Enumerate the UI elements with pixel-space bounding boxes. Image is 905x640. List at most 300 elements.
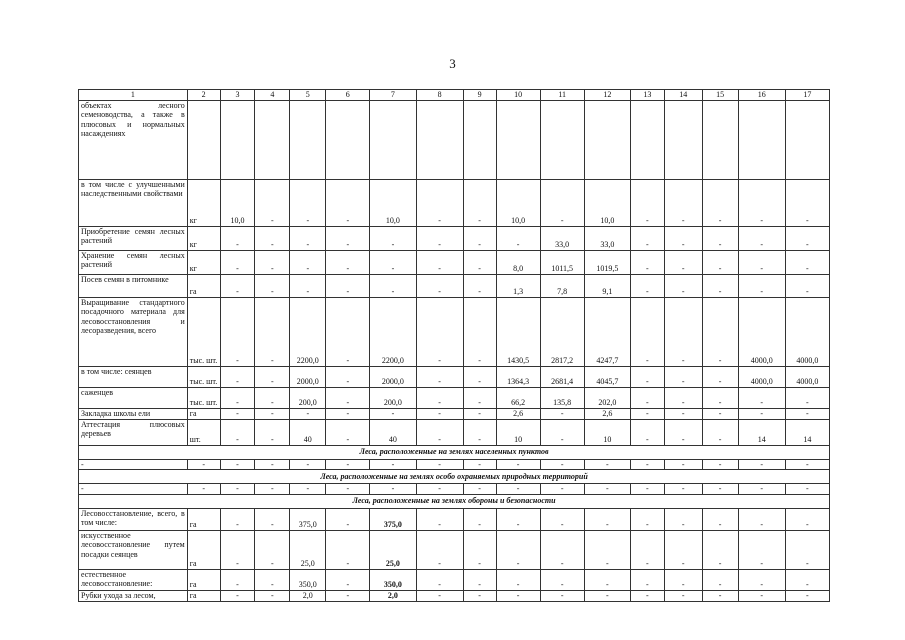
value-cell: - xyxy=(785,530,829,569)
value-cell: 2817,2 xyxy=(540,297,584,366)
column-number: 6 xyxy=(326,90,370,101)
value-cell: - xyxy=(630,508,664,530)
table-row xyxy=(79,226,830,250)
value-cell: - xyxy=(785,250,829,274)
value-cell: - xyxy=(220,408,255,419)
value-cell: - xyxy=(416,250,463,274)
column-number: 12 xyxy=(584,90,630,101)
value-cell: - xyxy=(702,297,738,366)
value-cell: - xyxy=(630,226,664,250)
value-cell: - xyxy=(540,530,584,569)
value-cell: - xyxy=(220,459,255,470)
section-heading: Леса, расположенные на землях особо охраняемых природных территорий xyxy=(79,470,830,484)
table-row xyxy=(79,419,830,445)
value-cell: - xyxy=(630,484,664,495)
value-cell: - xyxy=(540,179,584,226)
value-cell: - xyxy=(416,408,463,419)
value-cell: 2,6 xyxy=(496,408,540,419)
value-cell: - xyxy=(664,274,702,297)
table-row xyxy=(79,250,830,274)
value-cell: - xyxy=(463,387,496,408)
value-cell: 2,0 xyxy=(290,590,326,601)
value-cell: 8,0 xyxy=(496,250,540,274)
value-cell: - xyxy=(326,408,370,419)
value-cell: - xyxy=(664,508,702,530)
value-cell: - xyxy=(220,274,255,297)
value-cell: - xyxy=(785,408,829,419)
section-heading-row xyxy=(79,445,830,459)
value-cell: - xyxy=(463,179,496,226)
value-cell: 375,0 xyxy=(290,508,326,530)
value-cell xyxy=(702,100,738,179)
value-cell: - xyxy=(463,484,496,495)
value-cell: 1364,3 xyxy=(496,366,540,387)
value-cell: - xyxy=(370,226,416,250)
column-number: 5 xyxy=(290,90,326,101)
value-cell: - xyxy=(664,569,702,590)
row-label: Приобретение семян лесных растений xyxy=(79,226,188,250)
value-cell xyxy=(664,100,702,179)
value-cell: 202,0 xyxy=(584,387,630,408)
column-number-row xyxy=(79,90,830,101)
value-cell: - xyxy=(630,250,664,274)
value-cell: - xyxy=(738,484,785,495)
table-row xyxy=(79,387,830,408)
value-cell: - xyxy=(290,484,326,495)
column-number: 11 xyxy=(540,90,584,101)
value-cell: - xyxy=(630,408,664,419)
value-cell: - xyxy=(326,366,370,387)
value-cell: - xyxy=(220,366,255,387)
value-cell: - xyxy=(255,590,290,601)
row-label: Хранение семян лесных растений xyxy=(79,250,188,274)
value-cell: - xyxy=(496,569,540,590)
column-number: 4 xyxy=(255,90,290,101)
value-cell: 66,2 xyxy=(496,387,540,408)
row-label: Выращивание стандартного посадочного материала для лесовосстановления и лесоразведения, всего xyxy=(79,297,188,366)
column-number: 17 xyxy=(785,90,829,101)
value-cell: - xyxy=(738,387,785,408)
value-cell: 1011,5 xyxy=(540,250,584,274)
value-cell: - xyxy=(463,250,496,274)
value-cell: - xyxy=(463,569,496,590)
value-cell: - xyxy=(738,226,785,250)
value-cell: - xyxy=(255,179,290,226)
value-cell: 7,8 xyxy=(540,274,584,297)
value-cell xyxy=(416,100,463,179)
value-cell: 375,0 xyxy=(370,508,416,530)
page-number: 3 xyxy=(449,56,456,71)
value-cell: - xyxy=(584,484,630,495)
value-cell: - xyxy=(664,226,702,250)
column-number: 2 xyxy=(187,90,220,101)
value-cell: 2,0 xyxy=(370,590,416,601)
value-cell: - xyxy=(584,459,630,470)
value-cell: - xyxy=(540,508,584,530)
value-cell: - xyxy=(702,569,738,590)
value-cell: - xyxy=(416,387,463,408)
value-cell: - xyxy=(738,274,785,297)
value-cell: - xyxy=(664,484,702,495)
value-cell xyxy=(255,100,290,179)
column-number: 9 xyxy=(463,90,496,101)
value-cell: - xyxy=(785,387,829,408)
row-label: Посев семян в питомнике xyxy=(79,274,188,297)
value-cell: - xyxy=(290,459,326,470)
value-cell: - xyxy=(738,408,785,419)
value-cell: - xyxy=(496,530,540,569)
section-heading: Леса, расположенные на землях обороны и безопасности xyxy=(79,494,830,508)
unit-cell: тыс. шт. xyxy=(187,366,220,387)
value-cell: - xyxy=(326,508,370,530)
unit-cell: шт. xyxy=(187,419,220,445)
value-cell: - xyxy=(416,590,463,601)
column-number: 1 xyxy=(79,90,188,101)
value-cell: - xyxy=(463,459,496,470)
value-cell: - xyxy=(416,530,463,569)
value-cell: - xyxy=(702,387,738,408)
value-cell: - xyxy=(664,590,702,601)
value-cell: 40 xyxy=(370,419,416,445)
value-cell: - xyxy=(738,569,785,590)
value-cell: 14 xyxy=(738,419,785,445)
value-cell: - xyxy=(463,226,496,250)
value-cell: - xyxy=(630,297,664,366)
value-cell: 135,8 xyxy=(540,387,584,408)
value-cell: - xyxy=(220,297,255,366)
unit-cell: - xyxy=(187,459,220,470)
value-cell: - xyxy=(630,459,664,470)
value-cell: 1430,5 xyxy=(496,297,540,366)
value-cell: - xyxy=(220,250,255,274)
value-cell: - xyxy=(738,590,785,601)
value-cell: - xyxy=(702,530,738,569)
table-row xyxy=(79,508,830,530)
value-cell: - xyxy=(496,484,540,495)
value-cell: - xyxy=(255,484,290,495)
value-cell: - xyxy=(220,590,255,601)
column-number: 15 xyxy=(702,90,738,101)
value-cell: 4045,7 xyxy=(584,366,630,387)
value-cell: - xyxy=(584,569,630,590)
value-cell: - xyxy=(290,179,326,226)
value-cell: - xyxy=(255,226,290,250)
row-label: объектах лесного семеноводства, а также в плюсовых и нормальных насаждениях xyxy=(79,100,188,179)
value-cell: - xyxy=(785,484,829,495)
unit-cell xyxy=(187,100,220,179)
value-cell: - xyxy=(255,274,290,297)
unit-cell: га xyxy=(187,590,220,601)
section-heading-row xyxy=(79,470,830,484)
value-cell: 33,0 xyxy=(540,226,584,250)
value-cell: - xyxy=(220,508,255,530)
value-cell: - xyxy=(463,508,496,530)
table-row xyxy=(79,100,830,179)
value-cell: - xyxy=(416,419,463,445)
table-row xyxy=(79,484,830,495)
value-cell: 10,0 xyxy=(496,179,540,226)
value-cell: - xyxy=(255,366,290,387)
value-cell: - xyxy=(702,484,738,495)
value-cell: - xyxy=(785,274,829,297)
value-cell: 350,0 xyxy=(290,569,326,590)
table-body xyxy=(79,90,830,602)
value-cell: - xyxy=(738,250,785,274)
value-cell: 2000,0 xyxy=(370,366,416,387)
value-cell: - xyxy=(664,459,702,470)
value-cell: 350,0 xyxy=(370,569,416,590)
value-cell: - xyxy=(664,419,702,445)
row-label: искусственное лесовосстановление путем посадки сеянцев xyxy=(79,530,188,569)
value-cell: - xyxy=(630,179,664,226)
value-cell: - xyxy=(463,366,496,387)
value-cell: - xyxy=(370,250,416,274)
value-cell: - xyxy=(463,297,496,366)
value-cell: - xyxy=(540,569,584,590)
value-cell: - xyxy=(255,459,290,470)
value-cell: 40 xyxy=(290,419,326,445)
value-cell: 10 xyxy=(584,419,630,445)
column-number: 3 xyxy=(220,90,255,101)
value-cell: - xyxy=(630,387,664,408)
value-cell: - xyxy=(630,530,664,569)
unit-cell: га xyxy=(187,508,220,530)
value-cell: - xyxy=(702,179,738,226)
unit-cell: - xyxy=(187,484,220,495)
value-cell: - xyxy=(255,387,290,408)
unit-cell: га xyxy=(187,569,220,590)
column-number: 13 xyxy=(630,90,664,101)
value-cell: - xyxy=(220,569,255,590)
value-cell: 2200,0 xyxy=(370,297,416,366)
value-cell: - xyxy=(584,530,630,569)
table-row xyxy=(79,530,830,569)
value-cell: - xyxy=(702,250,738,274)
value-cell: - xyxy=(416,366,463,387)
value-cell: - xyxy=(370,484,416,495)
value-cell: - xyxy=(370,408,416,419)
value-cell: 9,1 xyxy=(584,274,630,297)
value-cell: - xyxy=(326,387,370,408)
value-cell: 10,0 xyxy=(370,179,416,226)
unit-cell: тыс. шт. xyxy=(187,297,220,366)
value-cell: - xyxy=(785,459,829,470)
value-cell: - xyxy=(702,366,738,387)
value-cell: - xyxy=(630,366,664,387)
value-cell: - xyxy=(664,408,702,419)
value-cell: - xyxy=(664,297,702,366)
value-cell: 25,0 xyxy=(370,530,416,569)
value-cell: - xyxy=(540,590,584,601)
value-cell: 14 xyxy=(785,419,829,445)
value-cell: - xyxy=(738,530,785,569)
value-cell: - xyxy=(416,569,463,590)
value-cell: 2681,4 xyxy=(540,366,584,387)
value-cell: - xyxy=(630,590,664,601)
row-label: Рубки ухода за лесом, xyxy=(79,590,188,601)
value-cell xyxy=(738,100,785,179)
value-cell: - xyxy=(370,274,416,297)
table-row xyxy=(79,366,830,387)
value-cell: - xyxy=(326,484,370,495)
value-cell: - xyxy=(540,459,584,470)
value-cell: 2,6 xyxy=(584,408,630,419)
value-cell: - xyxy=(255,508,290,530)
value-cell: - xyxy=(785,508,829,530)
value-cell: - xyxy=(463,408,496,419)
value-cell: 10,0 xyxy=(220,179,255,226)
value-cell: - xyxy=(255,530,290,569)
value-cell: - xyxy=(290,250,326,274)
value-cell: 4000,0 xyxy=(738,366,785,387)
table-row xyxy=(79,297,830,366)
value-cell: - xyxy=(496,459,540,470)
value-cell: - xyxy=(220,387,255,408)
value-cell: - xyxy=(702,274,738,297)
column-number: 10 xyxy=(496,90,540,101)
value-cell: - xyxy=(702,419,738,445)
value-cell: - xyxy=(326,226,370,250)
value-cell: - xyxy=(664,179,702,226)
value-cell: - xyxy=(220,530,255,569)
value-cell: - xyxy=(702,590,738,601)
section-heading-row xyxy=(79,494,830,508)
value-cell: 10 xyxy=(496,419,540,445)
value-cell: - xyxy=(584,508,630,530)
value-cell: - xyxy=(738,459,785,470)
table-row xyxy=(79,274,830,297)
value-cell: - xyxy=(540,419,584,445)
value-cell: - xyxy=(326,569,370,590)
section-heading: Леса, расположенные на землях населенных пунктов xyxy=(79,445,830,459)
column-number: 16 xyxy=(738,90,785,101)
row-label: - xyxy=(79,459,188,470)
value-cell: - xyxy=(326,274,370,297)
table-row xyxy=(79,590,830,601)
value-cell: - xyxy=(664,530,702,569)
value-cell xyxy=(496,100,540,179)
value-cell xyxy=(326,100,370,179)
value-cell xyxy=(584,100,630,179)
value-cell xyxy=(785,100,829,179)
row-label: в том числе: сеянцев xyxy=(79,366,188,387)
value-cell: 33,0 xyxy=(584,226,630,250)
value-cell: - xyxy=(630,274,664,297)
value-cell xyxy=(290,100,326,179)
value-cell: 4000,0 xyxy=(785,366,829,387)
value-cell: - xyxy=(370,459,416,470)
value-cell: - xyxy=(255,419,290,445)
value-cell: - xyxy=(326,590,370,601)
value-cell: - xyxy=(630,569,664,590)
value-cell: - xyxy=(584,590,630,601)
value-cell: - xyxy=(785,226,829,250)
value-cell: 1,3 xyxy=(496,274,540,297)
row-label: Лесовосстановление, всего, в том числе: xyxy=(79,508,188,530)
value-cell: - xyxy=(540,408,584,419)
value-cell: - xyxy=(326,459,370,470)
row-label: в том числе с улучшенными наследственными свойствами xyxy=(79,179,188,226)
value-cell: - xyxy=(738,179,785,226)
value-cell: - xyxy=(496,590,540,601)
value-cell: - xyxy=(463,274,496,297)
value-cell xyxy=(540,100,584,179)
value-cell: - xyxy=(540,484,584,495)
row-label: саженцев xyxy=(79,387,188,408)
value-cell: - xyxy=(702,459,738,470)
unit-cell: кг xyxy=(187,250,220,274)
value-cell: - xyxy=(785,569,829,590)
value-cell xyxy=(630,100,664,179)
value-cell: - xyxy=(702,508,738,530)
row-label: - xyxy=(79,484,188,495)
value-cell: - xyxy=(702,408,738,419)
value-cell: - xyxy=(220,484,255,495)
value-cell: 25,0 xyxy=(290,530,326,569)
value-cell: - xyxy=(290,226,326,250)
value-cell: - xyxy=(664,366,702,387)
value-cell: 4000,0 xyxy=(785,297,829,366)
value-cell: - xyxy=(496,226,540,250)
value-cell: - xyxy=(255,250,290,274)
value-cell: - xyxy=(463,419,496,445)
value-cell: - xyxy=(785,590,829,601)
table-row xyxy=(79,459,830,470)
value-cell xyxy=(220,100,255,179)
value-cell: 4247,7 xyxy=(584,297,630,366)
value-cell: - xyxy=(326,250,370,274)
value-cell: - xyxy=(255,297,290,366)
unit-cell: га xyxy=(187,408,220,419)
value-cell: - xyxy=(290,274,326,297)
row-label: Закладка школы ели xyxy=(79,408,188,419)
value-cell: - xyxy=(416,297,463,366)
value-cell: - xyxy=(416,459,463,470)
value-cell: - xyxy=(255,408,290,419)
value-cell: - xyxy=(416,484,463,495)
value-cell: - xyxy=(255,569,290,590)
unit-cell: тыс. шт. xyxy=(187,387,220,408)
value-cell xyxy=(370,100,416,179)
value-cell: 4000,0 xyxy=(738,297,785,366)
value-cell xyxy=(463,100,496,179)
value-cell: 2000,0 xyxy=(290,366,326,387)
value-cell: - xyxy=(416,508,463,530)
column-number: 14 xyxy=(664,90,702,101)
column-number: 7 xyxy=(370,90,416,101)
unit-cell: кг xyxy=(187,179,220,226)
value-cell: 200,0 xyxy=(290,387,326,408)
value-cell: - xyxy=(664,250,702,274)
value-cell: - xyxy=(785,179,829,226)
unit-cell: га xyxy=(187,530,220,569)
row-label: естественное лесовосстановление: xyxy=(79,569,188,590)
value-cell: 2200,0 xyxy=(290,297,326,366)
value-cell: - xyxy=(463,530,496,569)
value-cell: - xyxy=(326,419,370,445)
value-cell: - xyxy=(326,179,370,226)
value-cell: - xyxy=(496,508,540,530)
table-row xyxy=(79,179,830,226)
value-cell: - xyxy=(630,419,664,445)
value-cell: - xyxy=(416,179,463,226)
value-cell: 10,0 xyxy=(584,179,630,226)
value-cell: - xyxy=(738,508,785,530)
value-cell: - xyxy=(664,387,702,408)
value-cell: - xyxy=(463,590,496,601)
value-cell: - xyxy=(220,419,255,445)
value-cell: - xyxy=(220,226,255,250)
